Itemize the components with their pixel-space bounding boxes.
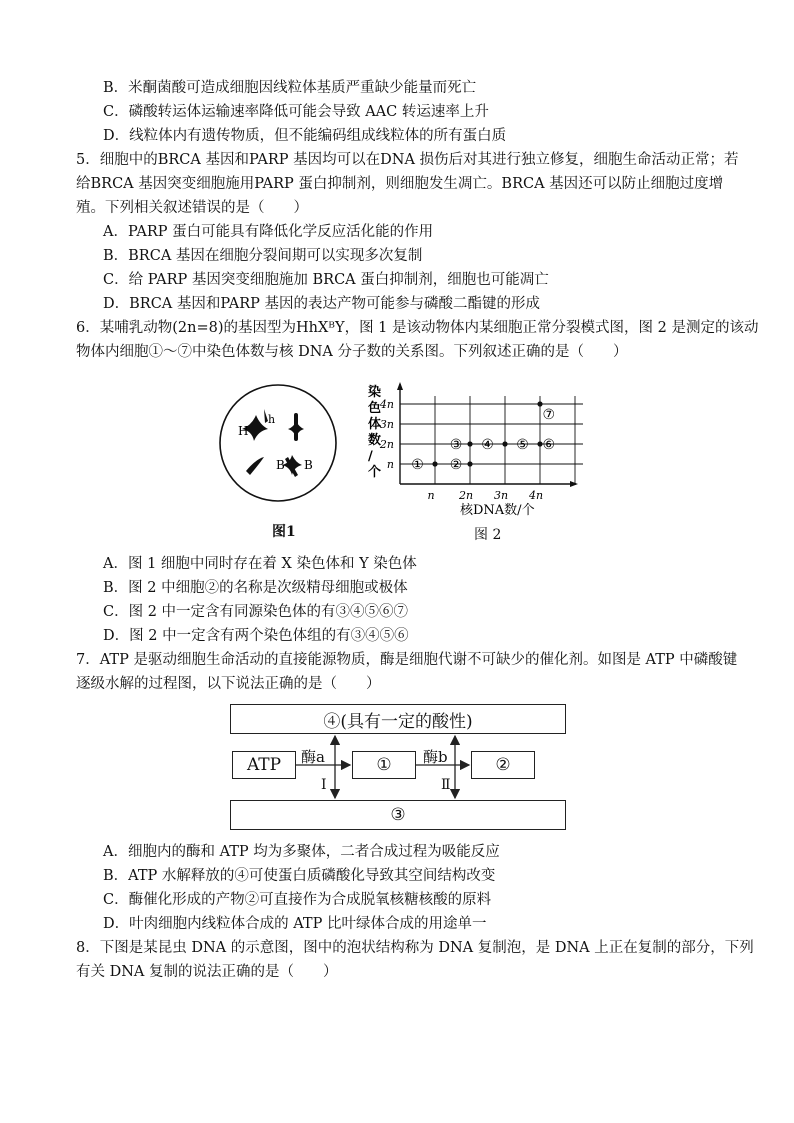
diagram-roman-2: Ⅱ bbox=[441, 777, 451, 793]
fig2-ylabel-char: / bbox=[368, 449, 373, 464]
fig2-data-dot bbox=[432, 461, 437, 466]
fig2-xtick: n bbox=[427, 489, 435, 502]
q5-stem-line1: 5．细胞中的BRCA 基因和PARP 基因均可以在DNA 损伤后对其进行独立修复，细胞生命活动正常；若 bbox=[76, 152, 739, 168]
fig2-ytick: 2n bbox=[379, 438, 394, 451]
diagram-box-atp: ATP bbox=[232, 751, 296, 779]
fig2-ytick: 3n bbox=[379, 418, 394, 431]
q7-option-d: D．叶肉细胞内线粒体合成的 ATP 比叶绿体合成的用途单一 bbox=[103, 916, 487, 932]
q5-option-b: B．BRCA 基因在细胞分裂间期可以实现多次复制 bbox=[103, 248, 423, 264]
fig2-point-label: ① bbox=[411, 457, 424, 473]
fig2-ylabel-char: 色 bbox=[368, 401, 382, 416]
q6-stem-line2: 物体内细胞①～⑦中染色体数与核 DNA 分子数的关系图。下列叙述正确的是（ ） bbox=[76, 344, 628, 360]
fig2-point-label: ② bbox=[449, 457, 463, 473]
q4-option-b: B．米酮菌酸可造成细胞因线粒体基质严重缺少能量而死亡 bbox=[103, 80, 477, 96]
figure1-cell-diagram bbox=[218, 383, 338, 503]
fig2-data-dot bbox=[537, 401, 542, 406]
fig2-data-dot bbox=[502, 441, 507, 446]
fig2-point-label: ⑤ bbox=[516, 437, 529, 453]
q5-option-d: D．BRCA 基因和PARP 基因的表达产物可能参与磷酸二酯键的形成 bbox=[103, 296, 541, 312]
q6-option-c: C．图 2 中一定含有同源染色体的有③④⑤⑥⑦ bbox=[103, 604, 409, 620]
fig2-point-label: ⑥ bbox=[542, 437, 556, 453]
fig2-data-dot bbox=[467, 441, 472, 446]
diagram-box-product2: ② bbox=[471, 751, 535, 779]
fig2-y-arrow bbox=[397, 382, 403, 390]
fig1-label-H: H bbox=[238, 424, 249, 438]
fig2-data-dot bbox=[467, 461, 472, 466]
diagram-enzyme-b: 酶b bbox=[423, 748, 448, 766]
figure2-chart bbox=[362, 380, 584, 520]
fig2-ylabel-char: 个 bbox=[368, 465, 382, 480]
fig2-ytick: 4n bbox=[379, 398, 394, 411]
q4-option-c: C．磷酸转运体运输速率降低可能会导致 AAC 转运速率上升 bbox=[103, 104, 489, 120]
q6-option-d: D．图 2 中一定含有两个染色体组的有③④⑤⑥ bbox=[103, 628, 409, 644]
q6-option-b: B．图 2 中细胞②的名称是次级精母细胞或极体 bbox=[103, 580, 408, 596]
figure2-caption: 图 2 bbox=[474, 527, 502, 543]
q8-stem-line1: 8．下图是某昆虫 DNA 的示意图，图中的泡状结构称为 DNA 复制泡，是 DNA 上正在复制的部分，下列 bbox=[76, 940, 754, 956]
fig2-ytick: n bbox=[386, 458, 394, 471]
q7-option-c: C．酶催化形成的产物②可直接作为合成脱氧核糖核酸的原料 bbox=[103, 892, 492, 908]
fig1-label-B-right: B bbox=[304, 458, 313, 472]
fig2-ylabel-char: 染 bbox=[368, 385, 382, 400]
diagram-enzyme-a: 酶a bbox=[301, 748, 325, 766]
q8-stem-line2: 有关 DNA 复制的说法正确的是（ ） bbox=[76, 964, 338, 980]
q5-option-c: C．给 PARP 基因突变细胞施加 BRCA 蛋白抑制剂，细胞也可能凋亡 bbox=[103, 272, 549, 288]
fig2-ylabel-char: 数 bbox=[368, 433, 382, 448]
fig2-x-arrow bbox=[570, 481, 578, 487]
fig2-xtick: 2n bbox=[458, 489, 474, 502]
diagram-box-product3: ③ bbox=[230, 800, 566, 830]
fig2-point-label: ④ bbox=[481, 437, 494, 453]
diagram-box-product1: ① bbox=[352, 751, 416, 779]
figure1-caption: 图1 bbox=[272, 524, 296, 540]
fig2-ylabel-char: 体 bbox=[368, 417, 382, 432]
q7-option-b: B．ATP 水解释放的④可使蛋白质磷酸化导致其空间结构改变 bbox=[103, 868, 496, 884]
fig1-label-B-left: B bbox=[276, 458, 285, 472]
fig2-xtick: 3n bbox=[493, 489, 509, 502]
q5-option-a: A．PARP 蛋白可能具有降低化学反应活化能的作用 bbox=[103, 224, 434, 240]
q4-option-d: D．线粒体内有遗传物质，但不能编码组成线粒体的所有蛋白质 bbox=[103, 128, 507, 144]
q5-stem-line2: 给BRCA 基因突变细胞施用PARP 蛋白抑制剂，则细胞发生凋亡。BRCA 基因还可以防止细胞过度增 bbox=[76, 176, 724, 192]
fig2-xtick: 4n bbox=[528, 489, 544, 502]
fig2-point-label: ⑦ bbox=[542, 407, 556, 423]
fig1-label-h: h bbox=[268, 413, 276, 426]
q5-stem-line3: 殖。下列相关叙述错误的是（ ） bbox=[76, 200, 308, 216]
fig2-xlabel: 核DNA数/个 bbox=[460, 503, 535, 518]
fig2-point-label: ③ bbox=[449, 437, 463, 453]
diagram-roman-1: Ⅰ bbox=[321, 777, 327, 793]
q6-option-a: A．图 1 细胞中同时存在着 X 染色体和 Y 染色体 bbox=[103, 556, 417, 572]
diagram-box-product4: ④(具有一定的酸性) bbox=[230, 704, 566, 734]
q7-stem-line1: 7．ATP 是驱动细胞生命活动的直接能源物质，酶是细胞代谢不可缺少的催化剂。如图是 ATP 中磷酸键 bbox=[76, 652, 738, 668]
q6-stem-line1: 6．某哺乳动物(2n=8)的基因型为HhXᴮY，图 1 是该动物体内某细胞正常分裂模式图，图 2 是测定的该动 bbox=[76, 320, 759, 336]
q7-stem-line2: 逐级水解的过程图，以下说法正确的是（ ） bbox=[76, 676, 381, 692]
diagram-arrows bbox=[226, 730, 576, 806]
q7-option-a: A．细胞内的酶和 ATP 均为多聚体，二者合成过程为吸能反应 bbox=[103, 844, 500, 860]
